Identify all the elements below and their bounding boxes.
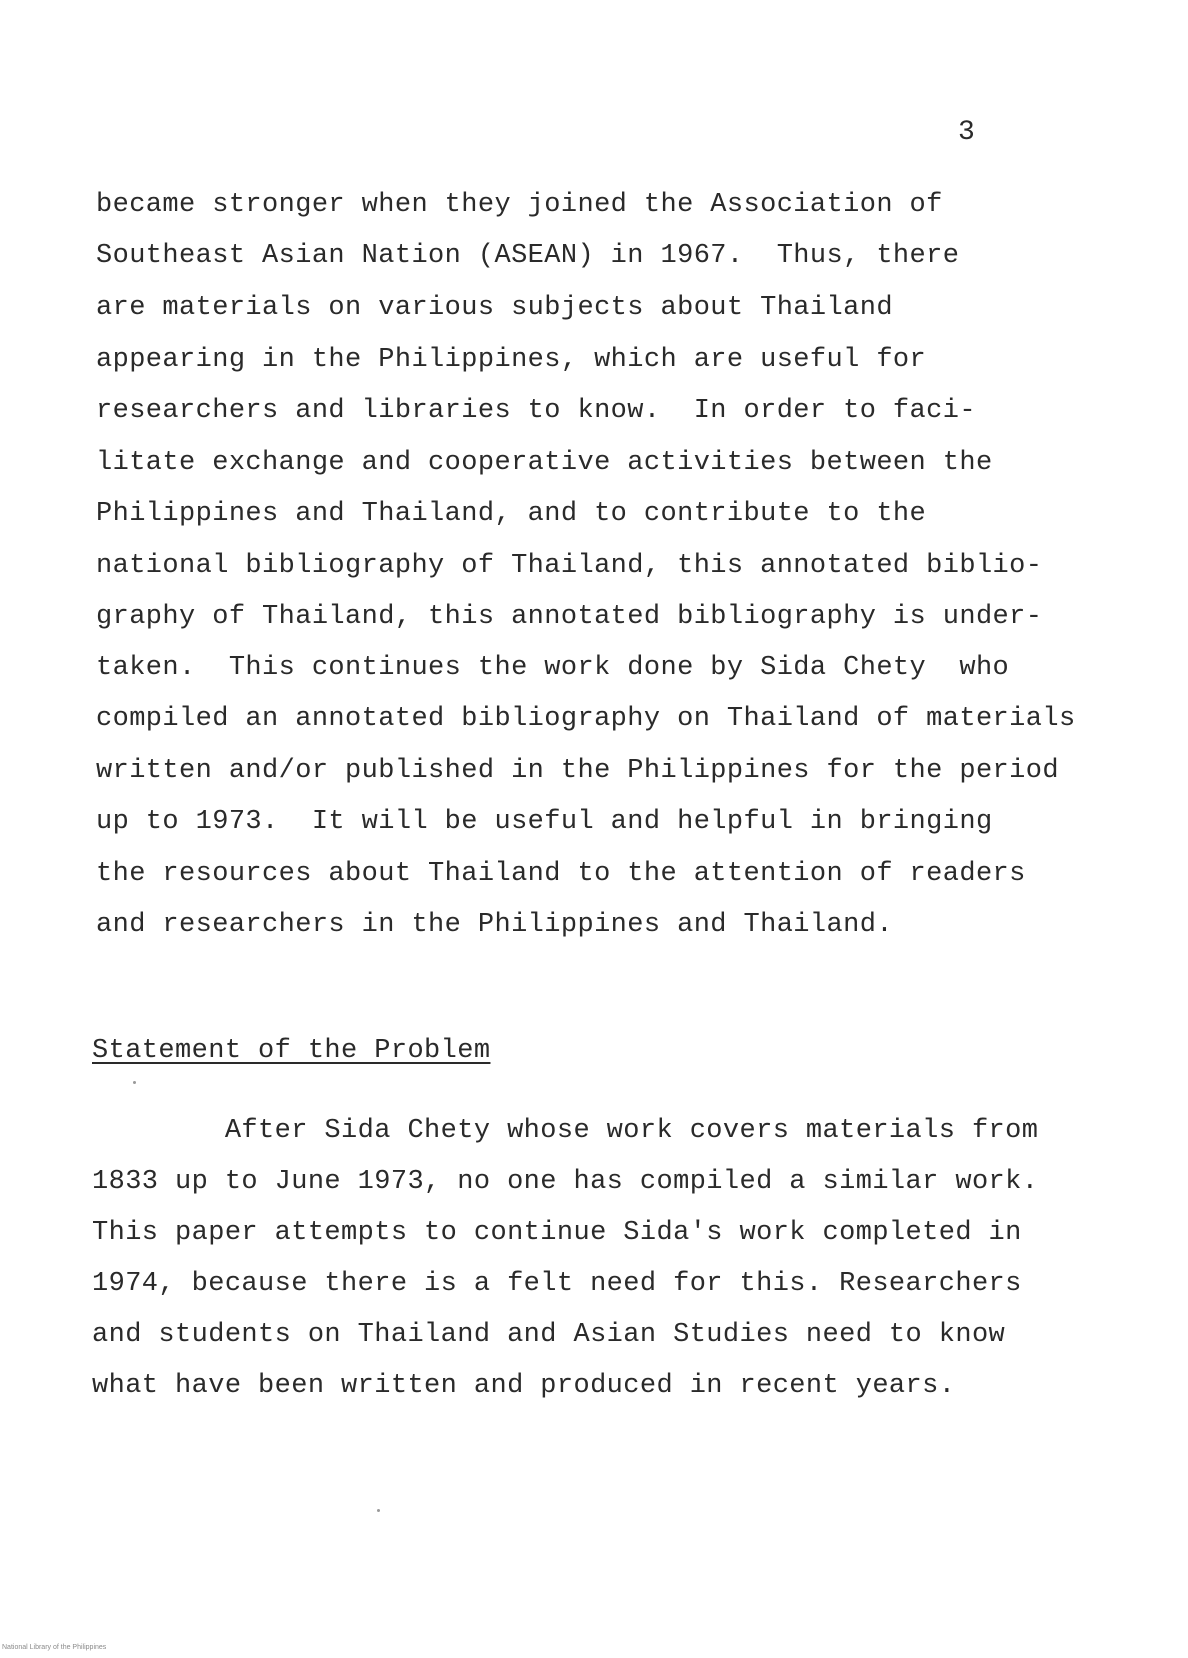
paragraph-line: and students on Thailand and Asian Studies need to know	[92, 1320, 1006, 1350]
paragraph-line: written and/or published in the Philippines for the period	[96, 756, 1059, 786]
paragraph-line: up to 1973. It will be useful and helpful in bringing	[96, 807, 993, 837]
paragraph-line: 1833 up to June 1973, no one has compiled a similar work.	[92, 1167, 1039, 1197]
paragraph-line: taken. This continues the work done by Sida Chety who	[96, 653, 1010, 683]
paragraph-line: are materials on various subjects about Thailand	[96, 293, 893, 323]
scan-speck	[133, 1081, 136, 1084]
paragraph-line: After Sida Chety whose work covers materials from	[92, 1116, 1039, 1146]
paragraph-line: became stronger when they joined the Association of	[96, 190, 943, 220]
paragraph-line: the resources about Thailand to the attention of readers	[96, 859, 1026, 889]
paragraph-line: and researchers in the Philippines and Thailand.	[96, 910, 893, 940]
section-heading: Statement of the Problem	[92, 1036, 491, 1066]
paragraph-line: graphy of Thailand, this annotated bibliography is under-	[96, 602, 1043, 632]
paragraph-line: national bibliography of Thailand, this annotated biblio-	[96, 551, 1043, 581]
paragraph-line: appearing in the Philippines, which are useful for	[96, 345, 927, 375]
paragraph-line: Philippines and Thailand, and to contribute to the	[96, 499, 927, 529]
paragraph-line: 1974, because there is a felt need for this. Researchers	[92, 1269, 1022, 1299]
paragraph-line: This paper attempts to continue Sida's work completed in	[92, 1218, 1022, 1248]
paragraph-line: Southeast Asian Nation (ASEAN) in 1967. Thus, there	[96, 241, 960, 271]
scan-speck	[377, 1509, 380, 1512]
page-number: 3	[958, 117, 975, 148]
scan-footer: National Library of the Philippines	[2, 1644, 107, 1651]
paragraph-line: compiled an annotated bibliography on Thailand of materials	[96, 704, 1076, 734]
paragraph-line: litate exchange and cooperative activities between the	[96, 448, 993, 478]
paragraph-line: researchers and libraries to know. In order to faci-	[96, 396, 976, 426]
paragraph-line: what have been written and produced in recent years.	[92, 1371, 956, 1401]
